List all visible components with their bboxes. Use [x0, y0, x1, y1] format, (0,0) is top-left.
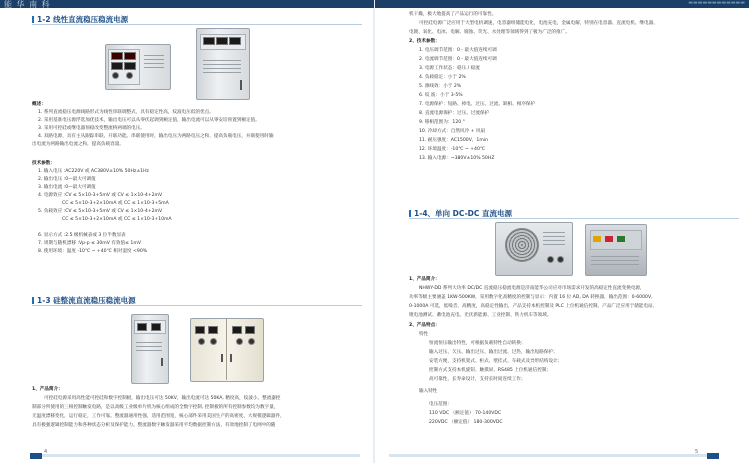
param-line: 10. 冷却方式：自然风冷 + 风扇	[419, 129, 486, 134]
param-line: 1. 电压调节范围：0 - 最大值连续可调	[419, 48, 497, 53]
intro-line: 可控硅电源采用高性能可控硅和数字控制板，输出电压可达 50KV，输出电流可达 50KA, 精度高，纹波小。整流器控	[44, 396, 281, 401]
param-line: 3. 电源工作状态：稳压 / 稳流	[419, 66, 480, 71]
param-line: CC ≤ 5×10-3+2×10mA 或 CC ≤ 1×10-3+5mA	[62, 201, 169, 206]
intro-line: 制部分所使用的三相控制触发电路，是以高级工业级单片机为核心组成的全数字控制, 控制板的所有控制参数均为数字量，	[32, 405, 279, 410]
intro-label: 1、产品简介：	[409, 277, 440, 282]
param-line: 5. 负载效应 :CV ≤ 5×10-3+5mV 或 CV ≤ 1×10-4+2mV	[38, 209, 163, 214]
section-title-linear-supply: 1-2 线性直流稳压稳流电源	[32, 14, 128, 25]
overview-line: 2. 采用基准电压源浮选加优技术，输出电压可以从零伏起调到额定值，输出电流可以从零安培预置到额定值。	[38, 118, 260, 123]
section-rule	[32, 24, 362, 25]
overview-line: 4. 双路电源，具有主从跟踪串联、开联功能。串联使用时，输出电压为两路电压之和，提高负载电压，并联使用时输	[38, 134, 274, 139]
overview-line: 1. 系列直流稳压电源线路形式为线性串联调整式，具有稳定性高，纹波电压低的优点。	[38, 110, 214, 115]
overview-label: 概述：	[32, 102, 46, 107]
param-line: 2. 电流调节范围：0 - 最大值连续可调	[419, 57, 497, 62]
input-row: 220VDC （额定值） 180-300VDC	[429, 420, 503, 425]
intro-label: 1、产品简介：	[32, 387, 63, 392]
param-line: 6. 纹 波：小于 3-5%	[419, 93, 463, 98]
features-sub-label: 特性	[419, 332, 429, 337]
param-line: 3. 输出电流 :0—最大可调值	[38, 185, 96, 190]
footer-bar	[30, 454, 360, 457]
cont-line: 可控硅电源广泛应用于大型电机调速，电容器组储能电化，电池充电，金属电解，特别在电容器、直流电机、继电器、	[419, 21, 658, 26]
feature-line: 恒流恒压输出特性，可根据负载特性自动转换；	[429, 341, 526, 346]
param-line: 8. 直流电源保护：过压、过流保护	[419, 111, 490, 116]
header-bar	[0, 0, 374, 8]
param-line: 7. 电源保护：短路、掉电、过压、过流、缺相、相序保护	[419, 102, 536, 107]
section-rule	[32, 305, 362, 306]
cont-line: 电镀、氧化、电冰、电解、腐蚀、荧光、水处理等领域得到了极为广泛的推广。	[409, 30, 570, 35]
intro-line: 0-1000A 可选，低噪音，高精度，高稳定性输出，产品支持本机控制及 PLC 上位机通信控制。产品广泛应用于储能电站、	[409, 304, 658, 309]
section-title-dcdc-supply: 1-4、单向 DC-DC 直流电源	[409, 208, 512, 219]
intro-line: 具有极强逻辑控制能力和各种状态分析及保护能力。整流器数字触发器采用平均数据控制方法，有效地控制了电网中的随	[32, 423, 276, 428]
brand-logo-text: 能 华 南 科	[4, 0, 51, 9]
right-page	[375, 0, 749, 463]
page-number: 5	[695, 449, 699, 455]
overview-line: 出电流为两路输出电流之和，提高负载容量。	[32, 142, 124, 147]
param-line: 9. 移相范围为：120 °	[419, 120, 465, 125]
features-label: 2、产品特点：	[409, 323, 440, 328]
feature-line: 输入过压、欠压、输出过压、输出过流、过热、输出短路保护；	[429, 350, 558, 355]
params-label: 2、技术参数：	[409, 39, 440, 44]
param-line: 12. 环境温度：-10℃ ~ +40℃	[419, 147, 486, 152]
param-line: 7. 周期与随机漂移 :Vp-p ≤ 30mV 有效值≤ 1mV	[38, 241, 141, 246]
intro-line: NHWY-DD 系列大功率 DC/DC 直流稳压稳流电源是济南能华公司应对市场需求开发的高稳定性直流变换电源，	[419, 286, 645, 291]
footer-corner-mark	[707, 453, 719, 459]
param-line: 4. 负载稳定：小于 2%	[419, 75, 466, 80]
page-number: 4	[44, 449, 48, 455]
intro-line: 功率等级主要涵盖 1KW-500KW，采用数字化高精度的控制与显示：内置 16 位 AD, DA 转换器，输出范围：0-6000V,	[409, 295, 653, 300]
param-line: 6. 显示方式 :2.5 级机械表或 3 位半数显表	[38, 233, 126, 238]
input-label: 输入特性	[419, 389, 438, 394]
feature-line: 安装方便，支持机架式、柜式、壁挂式、车载式及异形结构设计；	[429, 359, 563, 364]
feature-line: 控制方式支持本机旋钮、触摸屏、RS485 上位机通信控制；	[429, 368, 551, 373]
param-line: 13. 输入电源：~380V±10% 50HZ	[419, 156, 495, 161]
header-tagline-mark: ▬▬▬▬▬▬▬▬▬▬▬▬	[688, 0, 745, 6]
left-page	[0, 0, 374, 463]
overview-line: 3. 采用可控硅或继电器预稳改变整流桥两端的电压。	[38, 126, 145, 131]
param-line: 8. 使用环境：温度 -10℃ ~ +40℃ 相对湿度 <90%	[38, 249, 148, 254]
section-rule	[409, 218, 739, 219]
param-line: 4. 电源效应 :CV ≤ 5×10-3+5mV 或 CV ≤ 1×10-4+2mV	[38, 193, 163, 198]
param-line: 5. 源线效：小于 2%	[419, 84, 462, 89]
intro-line: 无温度漂移变化，运行稳定，工作可靠。整流器通用性强，适用范围宽，核心部件采用美国生产的高密度、大规模逻辑器件，	[32, 414, 285, 419]
feature-line: 高可靠性，长寿命设计，支持长时间连续工作；	[429, 377, 526, 382]
footer-corner-mark	[30, 453, 42, 459]
intro-line: 锂电池测试、蓄电池充电、光伏新能源、工业控制、铁力机车等领域。	[409, 313, 552, 318]
cont-line: 机干燥，极大地提高了产品运行的可靠性。	[409, 12, 497, 17]
param-line: 1. 输入电压 :AC220V 或 AC380V±10% 50Hz±1Hz	[38, 169, 149, 174]
params-label: 技术参数：	[32, 161, 55, 166]
input-head: 电压范围：	[429, 402, 452, 407]
param-line: 2. 输出电压 :0—最大可调值	[38, 177, 96, 182]
section-title-scr-supply: 1-3 硅整流直流稳压稳流电源	[32, 295, 136, 306]
param-line: CC ≤ 5×10-3+2×10mA 或 CC ≤ 1×10-3+10mA	[62, 217, 172, 222]
footer-bar	[389, 454, 719, 457]
input-row: 110 VDC （额定值） 70-140VDC	[429, 411, 502, 416]
param-line: 11. 耐压强度：AC1500V，1min	[419, 138, 489, 143]
